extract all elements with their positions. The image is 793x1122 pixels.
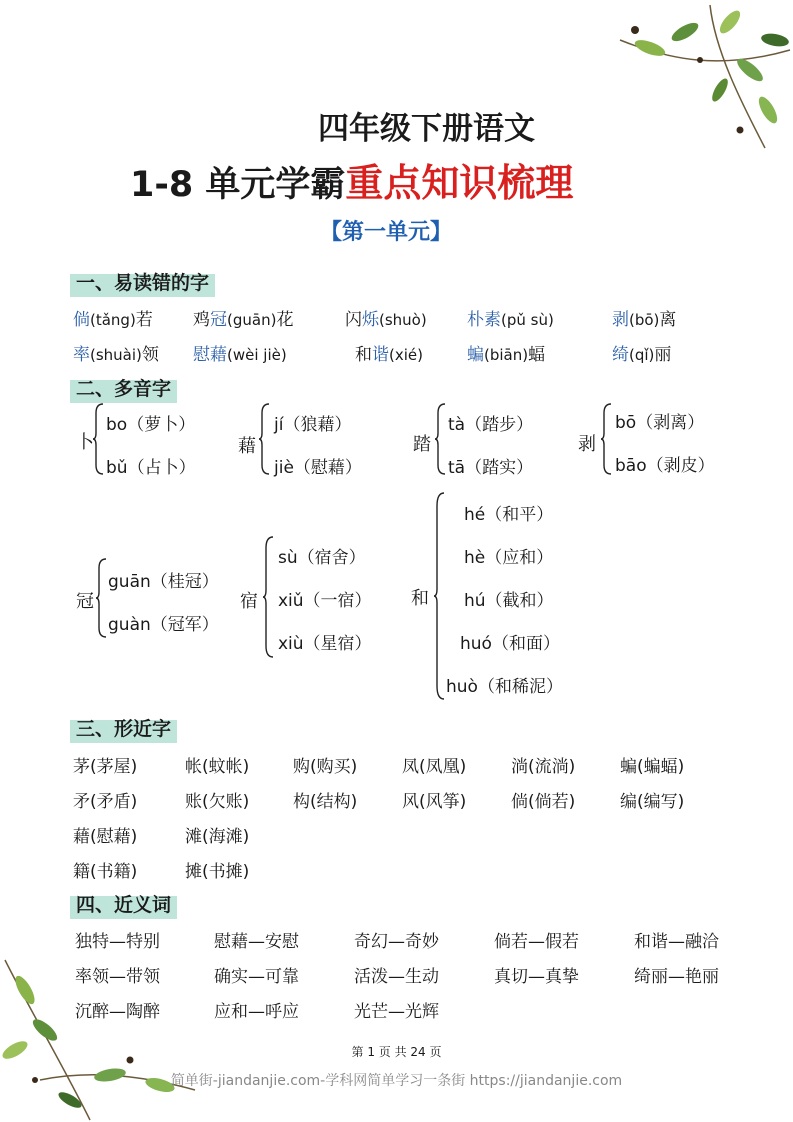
polyphone-item: bǔ（占卜）: [106, 458, 196, 478]
polyphone-item: tā（踏实）: [448, 458, 534, 478]
polyphone-char: 和: [411, 588, 429, 609]
brace-icon: [262, 536, 274, 658]
polyphone-char: 卜: [76, 432, 94, 453]
leaf-decoration-top-right: [590, 0, 793, 150]
synonym-item: 活泼—生动: [354, 967, 439, 987]
title-prefix: 1-8 单元学霸: [130, 165, 346, 205]
misread-item: 剥(bō)离: [612, 310, 677, 330]
similar-item: 构(结构): [293, 792, 358, 812]
misread-item: 鸡冠(guān)花: [193, 310, 294, 330]
brace-icon: [433, 492, 445, 700]
synonym-item: 光芒—光辉: [354, 1002, 439, 1022]
polyphone-item: sù（宿舍）: [278, 548, 366, 568]
similar-item: 账(欠账): [185, 792, 250, 812]
similar-item: 滩(海滩): [185, 827, 250, 847]
similar-item: 淌(流淌): [511, 757, 576, 777]
brace-icon: [434, 403, 446, 475]
brace-icon: [95, 558, 107, 638]
section-heading-synonyms: 四、近义词: [70, 888, 177, 919]
similar-item: 茅(茅屋): [73, 757, 138, 777]
misread-item: 朴素(pǔ sù): [467, 310, 554, 330]
section-heading-polyphone: 二、多音字: [70, 372, 177, 403]
section-heading-similar: 三、形近字: [70, 712, 177, 743]
polyphone-item: bāo（剥皮）: [615, 456, 715, 476]
polyphone-item: guàn（冠军）: [108, 615, 219, 635]
title-highlight: 重点知识梳理: [345, 161, 574, 205]
page-title-line1: 四年级下册语文: [318, 111, 535, 147]
section-heading-misread: 一、易读错的字: [70, 266, 215, 297]
brace-icon: [92, 403, 104, 475]
polyphone-char: 藉: [238, 436, 256, 457]
watermark: 简单街-jiandanjie.com-学科网简单学习一条街 https://jiandanjie.com: [170, 1073, 623, 1089]
polyphone-item: hè（应和）: [464, 548, 554, 568]
synonym-item: 奇幻—奇妙: [354, 932, 439, 952]
polyphone-char: 踏: [413, 434, 431, 455]
synonym-item: 真切—真挚: [494, 967, 579, 987]
similar-item: 籍(书籍): [73, 862, 138, 882]
similar-item: 藉(慰藉): [73, 827, 138, 847]
misread-item: 倘(tǎng)若: [73, 310, 153, 330]
polyphone-char: 宿: [240, 591, 258, 612]
polyphone-item: guān（桂冠）: [108, 572, 219, 592]
polyphone-item: xiù（星宿）: [278, 634, 372, 654]
synonym-item: 确实—可靠: [214, 967, 299, 987]
misread-item: 绮(qǐ)丽: [612, 345, 672, 365]
similar-item: 矛(矛盾): [73, 792, 138, 812]
polyphone-item: bō（剥离）: [615, 413, 705, 433]
misread-item: 慰藉(wèi jiè): [193, 345, 287, 365]
similar-item: 蝙(蝙蝠): [620, 757, 685, 777]
brace-icon: [258, 403, 270, 475]
misread-item: 和谐(xié): [355, 345, 423, 365]
similar-item: 帐(蚊帐): [185, 757, 250, 777]
synonym-item: 绮丽—艳丽: [634, 967, 719, 987]
polyphone-char: 冠: [76, 591, 94, 612]
misread-item: 率(shuài)领: [73, 345, 159, 365]
page-title-line2: [130, 152, 573, 207]
similar-item: 倘(倘若): [511, 792, 576, 812]
synonym-item: 独特—特别: [75, 932, 160, 952]
synonym-item: 应和—呼应: [214, 1002, 299, 1022]
polyphone-item: hé（和平）: [464, 505, 554, 525]
polyphone-item: huó（和面）: [460, 634, 560, 654]
similar-item: 摊(书摊): [185, 862, 250, 882]
similar-item: 风(风筝): [402, 792, 467, 812]
polyphone-item: jiè（慰藉）: [274, 458, 362, 478]
synonym-item: 和谐—融洽: [634, 932, 719, 952]
polyphone-item: huò（和稀泥）: [446, 677, 563, 697]
synonym-item: 慰藉—安慰: [214, 932, 299, 952]
similar-item: 凤(凤凰): [402, 757, 467, 777]
polyphone-item: bo（萝卜）: [106, 415, 196, 435]
synonym-item: 率领—带领: [75, 967, 160, 987]
similar-item: 编(编写): [620, 792, 685, 812]
unit-heading: 【第一单元】: [320, 220, 453, 245]
polyphone-item: jí（狼藉）: [274, 415, 352, 435]
misread-item: 蝙(biān)蝠: [467, 345, 546, 365]
synonym-item: 沉醉—陶醉: [75, 1002, 160, 1022]
synonym-item: 倘若—假若: [494, 932, 579, 952]
polyphone-item: xiǔ（一宿）: [278, 591, 372, 611]
polyphone-char: 剥: [578, 434, 596, 455]
polyphone-item: tà（踏步）: [448, 415, 534, 435]
similar-item: 购(购买): [293, 757, 358, 777]
brace-icon: [600, 403, 612, 475]
page-number: 第 1 页 共 24 页: [351, 1045, 442, 1059]
misread-item: 闪烁(shuò): [345, 310, 427, 330]
polyphone-item: hú（截和）: [464, 591, 554, 611]
